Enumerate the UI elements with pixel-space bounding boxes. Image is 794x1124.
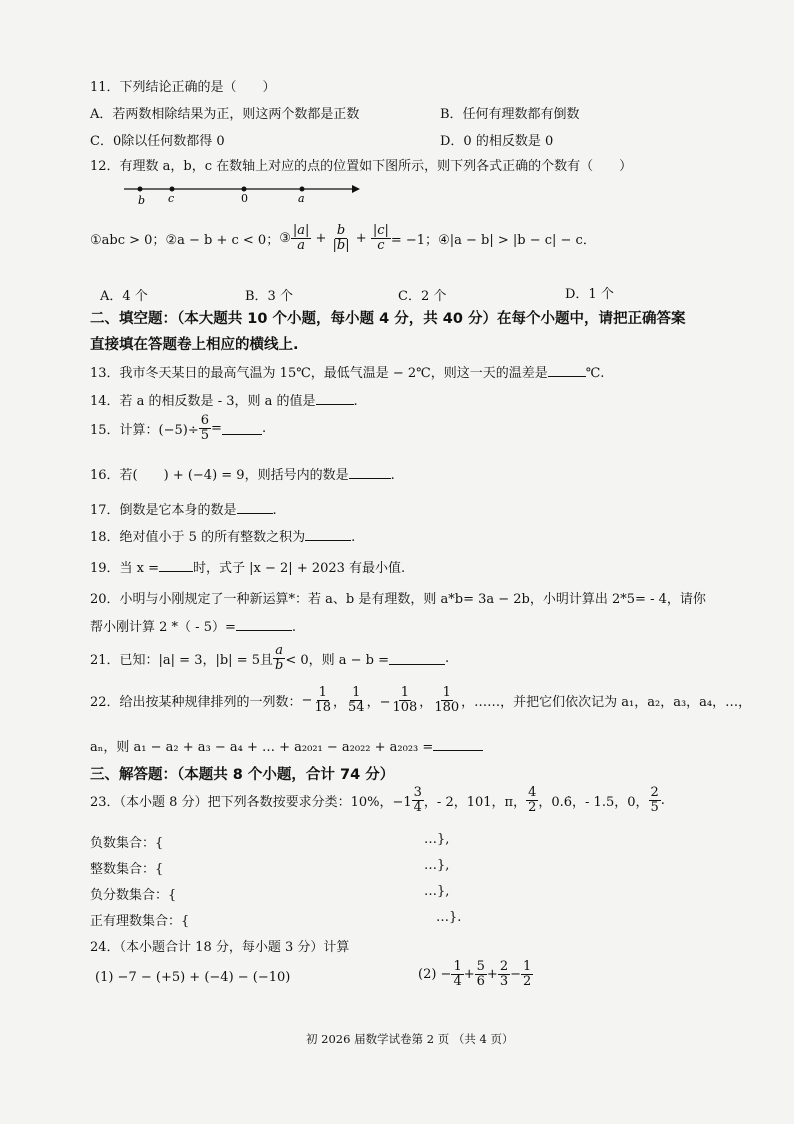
negative-fraction-set-end: …}, bbox=[424, 884, 450, 899]
label-b: b bbox=[138, 194, 146, 207]
q24-frac-1-2: $\frac{1}{2}$ bbox=[523, 959, 532, 989]
q22-blank bbox=[433, 738, 483, 751]
positive-rational-set-end: …}. bbox=[436, 910, 462, 925]
q18: 18．绝对值小于 5 的所有整数之积为 . bbox=[90, 530, 356, 545]
label-0: 0 bbox=[241, 192, 248, 205]
q12-option-c: C．2 个 bbox=[398, 289, 447, 304]
q21-blank bbox=[389, 652, 445, 665]
q11-option-b: B．任何有理数都有倒数 bbox=[440, 107, 580, 122]
q12-option-a: A．4 个 bbox=[100, 289, 148, 304]
q22-term-3: $\frac{1}{108}$ bbox=[392, 685, 418, 715]
q22-term-1: $\frac{1}{18}$ bbox=[314, 685, 331, 715]
q23-mixed-fraction: $\frac{3}{4}$ bbox=[413, 785, 422, 815]
integer-set-label: 整数集合：{ bbox=[90, 862, 164, 877]
q13: 13．我市冬天某日的最高气温为 15℃，最低气温是 − 2℃，则这一天的温差是 ℃. bbox=[90, 366, 605, 381]
frac-abs-a-over-a: $\frac{|a|}{a}$ bbox=[292, 223, 310, 253]
q24-frac-1-4: $\frac{1}{4}$ bbox=[453, 959, 462, 989]
q20-line2: 帮小刚计算 2 *（ - 5）= . bbox=[90, 620, 296, 635]
q14: 14．若 a 的相反数是 - 3，则 a 的值是 . bbox=[90, 394, 358, 409]
section-2-heading: 二、填空题：（本大题共 10 个小题，每小题 4 分，共 40 分）在每个小题中，请把正确答案 bbox=[90, 311, 686, 327]
q23-stem: 23．（本小题 8 分）把下列各数按要求分类：10%，−1 $\frac{3}{4}$ ，- 2，101，π， $\frac{4}{2}$ ，0.6̇，- 1.5，0， $\frac{2}{5}$ . bbox=[90, 785, 665, 815]
point-c bbox=[170, 187, 175, 192]
q11-option-a: A．若两数相除结果为正，则这两个数都是正数 bbox=[90, 107, 360, 122]
q22-term-2: $\frac{1}{54}$ bbox=[348, 685, 365, 715]
q17-blank bbox=[237, 501, 273, 514]
negative-set-label: 负数集合：{ bbox=[90, 836, 164, 851]
q18-blank bbox=[305, 528, 351, 541]
statement-2: ②a − b + c < 0； bbox=[165, 232, 280, 248]
q24-part-1: (1) −7 − (+5) + (−4) − (−10) bbox=[95, 970, 291, 985]
q15-fraction: $\frac{6}{5}$ bbox=[200, 413, 210, 443]
integer-set-end: …}, bbox=[424, 858, 450, 873]
q11-stem: 11．下列结论正确的是（ ） bbox=[90, 80, 276, 95]
q17: 17．倒数是它本身的数是 . bbox=[90, 503, 277, 518]
q15-blank bbox=[222, 422, 262, 435]
negative-fraction-set-label: 负分数集合：{ bbox=[90, 888, 177, 903]
q19-blank bbox=[159, 559, 193, 572]
q21: 21．已知：|a| = 3，|b| = 5且 $\frac{a}{b}$ < 0，则 a − b = . bbox=[90, 643, 450, 673]
statement-1: ①abc > 0； bbox=[90, 232, 166, 248]
q24-part-2: (2) − $\frac{1}{4}$ + $\frac{5}{6}$ + $\frac{2}{3}$ − $\frac{1}{2}$ bbox=[418, 959, 532, 989]
q19: 19．当 x = 时，式子 |x − 2| + 2023 有最小值. bbox=[90, 561, 406, 576]
q12-stem: 12．有理数 a，b，c 在数轴上对应的点的位置如下图所示，则下列各式正确的个数有（ ） bbox=[90, 159, 633, 174]
point-a bbox=[300, 187, 305, 192]
label-c: c bbox=[168, 192, 175, 205]
q22-line1: 22．给出按某种规律排列的一列数： − $\frac{1}{18}$ ， $\frac{1}{54}$ ，− $\frac{1}{108}$ ， $\frac{1}{180}$ ，……，并把它们依次记为 a₁，a₂，a₃，a₄，…， bbox=[90, 685, 752, 715]
q23-fraction-2-5: $\frac{2}{5}$ bbox=[650, 785, 659, 815]
q20-line1: 20．小明与小刚规定了一种新运算*：若 a、b 是有理数，则 a*b= 3a − 2b，小明计算出 2*5= - 4，请你 bbox=[90, 592, 706, 607]
q11-option-d: D．0 的相反数是 0 bbox=[440, 134, 554, 149]
page-footer: 初 2026 届数学试卷第 2 页 （共 4 页） bbox=[306, 1032, 514, 1046]
q24-frac-2-3: $\frac{2}{3}$ bbox=[499, 959, 509, 989]
q22-term-4: $\frac{1}{180}$ bbox=[434, 685, 460, 715]
number-line-figure bbox=[120, 180, 360, 208]
section-3-heading: 三、解答题：（本题共 8 个小题，合计 74 分） bbox=[90, 767, 395, 783]
section-2-heading-line2: 直接填在答题卷上相应的横线上. bbox=[90, 337, 299, 353]
q13-blank bbox=[548, 364, 586, 377]
q16: 16．若( ) + (−4) = 9，则括号内的数是 . bbox=[90, 468, 395, 483]
q24-frac-5-6: $\frac{5}{6}$ bbox=[476, 959, 485, 989]
q20-blank bbox=[236, 618, 292, 631]
q22-line2: aₙ，则 a₁ − a₂ + a₃ − a₄ + … + a₂₀₂₁ − a₂₀₂₂ + a₂₀₂₃ = bbox=[90, 736, 483, 755]
q21-fraction: $\frac{a}{b}$ bbox=[275, 643, 284, 673]
frac-b-over-abs-b: $\frac{b}{|b|}$ bbox=[332, 223, 350, 253]
positive-rational-set-label: 正有理数集合：{ bbox=[90, 914, 190, 929]
point-b bbox=[138, 187, 143, 192]
statement-4: ④|a − b| > |b − c| − c． bbox=[438, 232, 596, 248]
frac-abs-c-over-c: $\frac{|c|}{c}$ bbox=[372, 223, 389, 253]
q12-statements: ①abc > 0； ②a − b + c < 0； ③ $\frac{|a|}{a}$ + $\frac{b}{|b|}$ + $\frac{|c|}{c}$ = −1； ④|a − b| > |b − c| − c． bbox=[90, 223, 596, 253]
q12-option-d: D．1 个 bbox=[565, 287, 614, 302]
negative-set-end: …}, bbox=[424, 832, 450, 847]
q23-fraction-4-2: $\frac{4}{2}$ bbox=[528, 785, 537, 815]
label-a: a bbox=[298, 192, 305, 205]
q14-blank bbox=[316, 392, 354, 405]
q11-option-c: C．0除以任何数都得 0 bbox=[90, 134, 225, 149]
q15: 15．计算：(−5)÷ $\frac{6}{5}$ = . bbox=[90, 413, 267, 443]
q24-stem: 24．（本小题合计 18 分，每小题 3 分）计算 bbox=[90, 940, 350, 955]
point-0 bbox=[242, 187, 247, 192]
q12-option-b: B．3 个 bbox=[245, 289, 293, 304]
statement-3-label: ③ bbox=[279, 230, 291, 246]
number-line-arrow bbox=[352, 185, 360, 193]
q16-blank bbox=[349, 466, 391, 479]
